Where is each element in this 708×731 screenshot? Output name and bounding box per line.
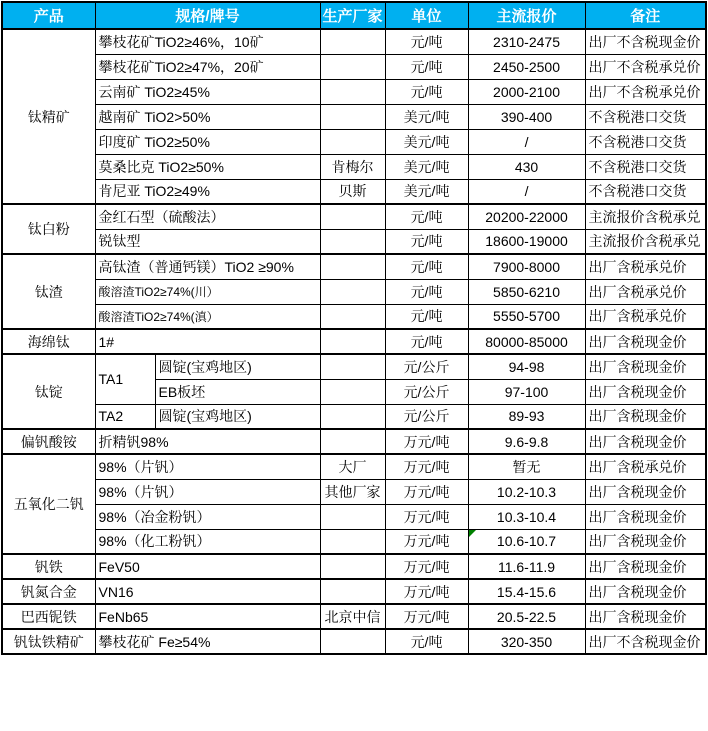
spec-cell: 金红石型（硫酸法） bbox=[95, 204, 320, 229]
table-row bbox=[2, 54, 706, 79]
price-cell: 97-100 bbox=[468, 379, 585, 404]
cell-comment-indicator bbox=[469, 530, 476, 537]
unit-cell: 万元/吨 bbox=[385, 454, 468, 479]
table-body bbox=[2, 29, 706, 654]
spec-cell: 酸溶渣TiO2≥74%(川） bbox=[95, 279, 320, 304]
unit-cell: 元/公斤 bbox=[385, 354, 468, 379]
unit-cell: 元/公斤 bbox=[385, 379, 468, 404]
note-cell: 不含税港口交货 bbox=[585, 179, 706, 204]
header-row bbox=[2, 2, 706, 29]
note-cell: 出厂含税承兑价 bbox=[585, 304, 706, 329]
spec-cell: 越南矿 TiO2>50% bbox=[95, 104, 320, 129]
table-row bbox=[2, 454, 706, 479]
unit-cell: 元/吨 bbox=[385, 229, 468, 254]
product-cell: 五氧化二钒 bbox=[2, 454, 95, 554]
spec-cell: 云南矿 TiO2≥45% bbox=[95, 79, 320, 104]
table-row bbox=[2, 279, 706, 304]
maker-cell: 北京中信 bbox=[320, 604, 385, 629]
table-row bbox=[2, 329, 706, 354]
unit-cell: 元/吨 bbox=[385, 279, 468, 304]
maker-cell bbox=[320, 254, 385, 279]
spec-type-cell: 圆锭(宝鸡地区) bbox=[155, 354, 320, 379]
table-row bbox=[2, 154, 706, 179]
spec-cell: 98%（冶金粉钒） bbox=[95, 504, 320, 529]
note-cell: 出厂含税现金价 bbox=[585, 504, 706, 529]
product-cell: 钛白粉 bbox=[2, 204, 95, 254]
table-row bbox=[2, 579, 706, 604]
maker-cell bbox=[320, 304, 385, 329]
note-cell: 出厂不含税现金价 bbox=[585, 629, 706, 654]
col-header-product: 产品 bbox=[2, 2, 95, 29]
table-row bbox=[2, 354, 706, 379]
price-cell: 18600-19000 bbox=[468, 229, 585, 254]
unit-cell: 元/吨 bbox=[385, 629, 468, 654]
table-row bbox=[2, 104, 706, 129]
note-cell: 出厂不含税承兑价 bbox=[585, 54, 706, 79]
note-cell: 出厂含税承兑价 bbox=[585, 254, 706, 279]
note-cell: 出厂含税现金价 bbox=[585, 329, 706, 354]
col-header-spec: 规格/牌号 bbox=[95, 2, 320, 29]
spec-cell: 高钛渣（普通钙镁）TiO2 ≥90% bbox=[95, 254, 320, 279]
maker-cell: 其他厂家 bbox=[320, 479, 385, 504]
table-row bbox=[2, 479, 706, 504]
col-header-price: 主流报价 bbox=[468, 2, 585, 29]
price-cell: / bbox=[468, 179, 585, 204]
unit-cell: 美元/吨 bbox=[385, 154, 468, 179]
price-cell: 320-350 bbox=[468, 629, 585, 654]
unit-cell: 元/吨 bbox=[385, 29, 468, 54]
table-header bbox=[2, 2, 706, 29]
spec-cell: 肯尼亚 TiO2≥49% bbox=[95, 179, 320, 204]
unit-cell: 元/公斤 bbox=[385, 404, 468, 429]
table-row bbox=[2, 204, 706, 229]
price-cell: 94-98 bbox=[468, 354, 585, 379]
maker-cell bbox=[320, 29, 385, 54]
maker-cell: 贝斯 bbox=[320, 179, 385, 204]
unit-cell: 万元/吨 bbox=[385, 429, 468, 454]
price-cell: 11.6-11.9 bbox=[468, 554, 585, 579]
price-cell: 7900-8000 bbox=[468, 254, 585, 279]
unit-cell: 元/吨 bbox=[385, 79, 468, 104]
table-row bbox=[2, 304, 706, 329]
price-table bbox=[1, 1, 707, 655]
price-cell: / bbox=[468, 129, 585, 154]
col-header-note: 备注 bbox=[585, 2, 706, 29]
unit-cell: 美元/吨 bbox=[385, 104, 468, 129]
note-cell: 出厂不含税承兑价 bbox=[585, 79, 706, 104]
product-cell: 海绵钛 bbox=[2, 329, 95, 354]
maker-cell: 肯梅尔 bbox=[320, 154, 385, 179]
note-cell: 不含税港口交货 bbox=[585, 154, 706, 179]
maker-cell bbox=[320, 229, 385, 254]
table-row bbox=[2, 604, 706, 629]
price-cell: 9.6-9.8 bbox=[468, 429, 585, 454]
spec-cell: 98%（片钒） bbox=[95, 454, 320, 479]
unit-cell: 元/吨 bbox=[385, 304, 468, 329]
unit-cell: 万元/吨 bbox=[385, 604, 468, 629]
table-row bbox=[2, 29, 706, 54]
table-row bbox=[2, 179, 706, 204]
price-cell: 2310-2475 bbox=[468, 29, 585, 54]
unit-cell: 万元/吨 bbox=[385, 504, 468, 529]
price-cell: 15.4-15.6 bbox=[468, 579, 585, 604]
maker-cell bbox=[320, 279, 385, 304]
unit-cell: 万元/吨 bbox=[385, 479, 468, 504]
table-row bbox=[2, 629, 706, 654]
note-cell: 出厂含税现金价 bbox=[585, 379, 706, 404]
spec-cell: 酸溶渣TiO2≥74%(滇） bbox=[95, 304, 320, 329]
price-cell: 430 bbox=[468, 154, 585, 179]
table-row bbox=[2, 229, 706, 254]
spec-cell: 98%（片钒） bbox=[95, 479, 320, 504]
note-cell: 出厂含税现金价 bbox=[585, 354, 706, 379]
note-cell: 出厂含税现金价 bbox=[585, 479, 706, 504]
unit-cell: 元/吨 bbox=[385, 54, 468, 79]
table-row bbox=[2, 429, 706, 454]
price-cell: 2450-2500 bbox=[468, 54, 585, 79]
spec-cell: VN16 bbox=[95, 579, 320, 604]
unit-cell: 元/吨 bbox=[385, 254, 468, 279]
price-cell: 5850-6210 bbox=[468, 279, 585, 304]
note-cell: 主流报价含税承兑 bbox=[585, 204, 706, 229]
note-cell: 主流报价含税承兑 bbox=[585, 229, 706, 254]
maker-cell bbox=[320, 429, 385, 454]
price-cell: 暂无 bbox=[468, 454, 585, 479]
maker-cell bbox=[320, 79, 385, 104]
note-cell: 出厂含税现金价 bbox=[585, 579, 706, 604]
price-cell: 390-400 bbox=[468, 104, 585, 129]
unit-cell: 元/吨 bbox=[385, 204, 468, 229]
maker-cell bbox=[320, 104, 385, 129]
spec-cell: 莫桑比克 TiO2≥50% bbox=[95, 154, 320, 179]
maker-cell bbox=[320, 329, 385, 354]
note-cell: 出厂含税现金价 bbox=[585, 429, 706, 454]
table-row bbox=[2, 129, 706, 154]
product-cell: 巴西铌铁 bbox=[2, 604, 95, 629]
note-cell: 不含税港口交货 bbox=[585, 129, 706, 154]
note-cell: 出厂含税现金价 bbox=[585, 529, 706, 554]
price-cell: 10.3-10.4 bbox=[468, 504, 585, 529]
spec-cell: 攀枝花矿TiO2≥47%，20矿 bbox=[95, 54, 320, 79]
spec-cell: 攀枝花矿 Fe≥54% bbox=[95, 629, 320, 654]
maker-cell bbox=[320, 54, 385, 79]
spec-type-cell: 圆锭(宝鸡地区) bbox=[155, 404, 320, 429]
note-cell: 出厂含税现金价 bbox=[585, 604, 706, 629]
product-cell: 钒铁 bbox=[2, 554, 95, 579]
table-row bbox=[2, 554, 706, 579]
spec-cell: FeNb65 bbox=[95, 604, 320, 629]
maker-cell bbox=[320, 204, 385, 229]
unit-cell: 万元/吨 bbox=[385, 554, 468, 579]
col-header-manufacturer: 生产厂家 bbox=[320, 2, 385, 29]
product-cell: 钒钛铁精矿 bbox=[2, 629, 95, 654]
maker-cell bbox=[320, 529, 385, 554]
unit-cell: 万元/吨 bbox=[385, 579, 468, 604]
note-cell: 出厂含税现金价 bbox=[585, 554, 706, 579]
maker-cell bbox=[320, 379, 385, 404]
maker-cell bbox=[320, 129, 385, 154]
spec-cell: 折精钒98% bbox=[95, 429, 320, 454]
price-cell: 89-93 bbox=[468, 404, 585, 429]
spec-cell: FeV50 bbox=[95, 554, 320, 579]
spec-grade-cell: TA2 bbox=[95, 404, 155, 429]
price-cell: 20.5-22.5 bbox=[468, 604, 585, 629]
unit-cell: 元/吨 bbox=[385, 329, 468, 354]
table-row bbox=[2, 254, 706, 279]
price-cell: 80000-85000 bbox=[468, 329, 585, 354]
note-cell: 出厂不含税现金价 bbox=[585, 29, 706, 54]
spec-cell: 锐钛型 bbox=[95, 229, 320, 254]
price-cell: 10.6-10.7 bbox=[468, 529, 585, 554]
table-row bbox=[2, 404, 706, 429]
maker-cell bbox=[320, 629, 385, 654]
maker-cell bbox=[320, 579, 385, 604]
spec-type-cell: EB板坯 bbox=[155, 379, 320, 404]
note-cell: 出厂含税承兑价 bbox=[585, 279, 706, 304]
price-cell: 20200-22000 bbox=[468, 204, 585, 229]
note-cell: 出厂含税承兑价 bbox=[585, 454, 706, 479]
table-row bbox=[2, 79, 706, 104]
maker-cell: 大厂 bbox=[320, 454, 385, 479]
product-cell: 钒氮合金 bbox=[2, 579, 95, 604]
maker-cell bbox=[320, 404, 385, 429]
note-cell: 出厂含税现金价 bbox=[585, 404, 706, 429]
maker-cell bbox=[320, 554, 385, 579]
maker-cell bbox=[320, 354, 385, 379]
spec-grade-cell: TA1 bbox=[95, 354, 155, 404]
unit-cell: 美元/吨 bbox=[385, 179, 468, 204]
price-cell: 2000-2100 bbox=[468, 79, 585, 104]
spec-cell: 攀枝花矿TiO2≥46%，10矿 bbox=[95, 29, 320, 54]
spec-cell: 1# bbox=[95, 329, 320, 354]
product-cell: 偏钒酸铵 bbox=[2, 429, 95, 454]
price-cell: 5550-5700 bbox=[468, 304, 585, 329]
product-cell: 钛渣 bbox=[2, 254, 95, 329]
table-row bbox=[2, 529, 706, 554]
col-header-unit: 单位 bbox=[385, 2, 468, 29]
spec-cell: 印度矿 TiO2≥50% bbox=[95, 129, 320, 154]
table-row bbox=[2, 504, 706, 529]
unit-cell: 美元/吨 bbox=[385, 129, 468, 154]
spec-cell: 98%（化工粉钒） bbox=[95, 529, 320, 554]
price-cell: 10.2-10.3 bbox=[468, 479, 585, 504]
maker-cell bbox=[320, 504, 385, 529]
unit-cell: 万元/吨 bbox=[385, 529, 468, 554]
note-cell: 不含税港口交货 bbox=[585, 104, 706, 129]
product-cell: 钛锭 bbox=[2, 354, 95, 429]
product-cell: 钛精矿 bbox=[2, 29, 95, 204]
